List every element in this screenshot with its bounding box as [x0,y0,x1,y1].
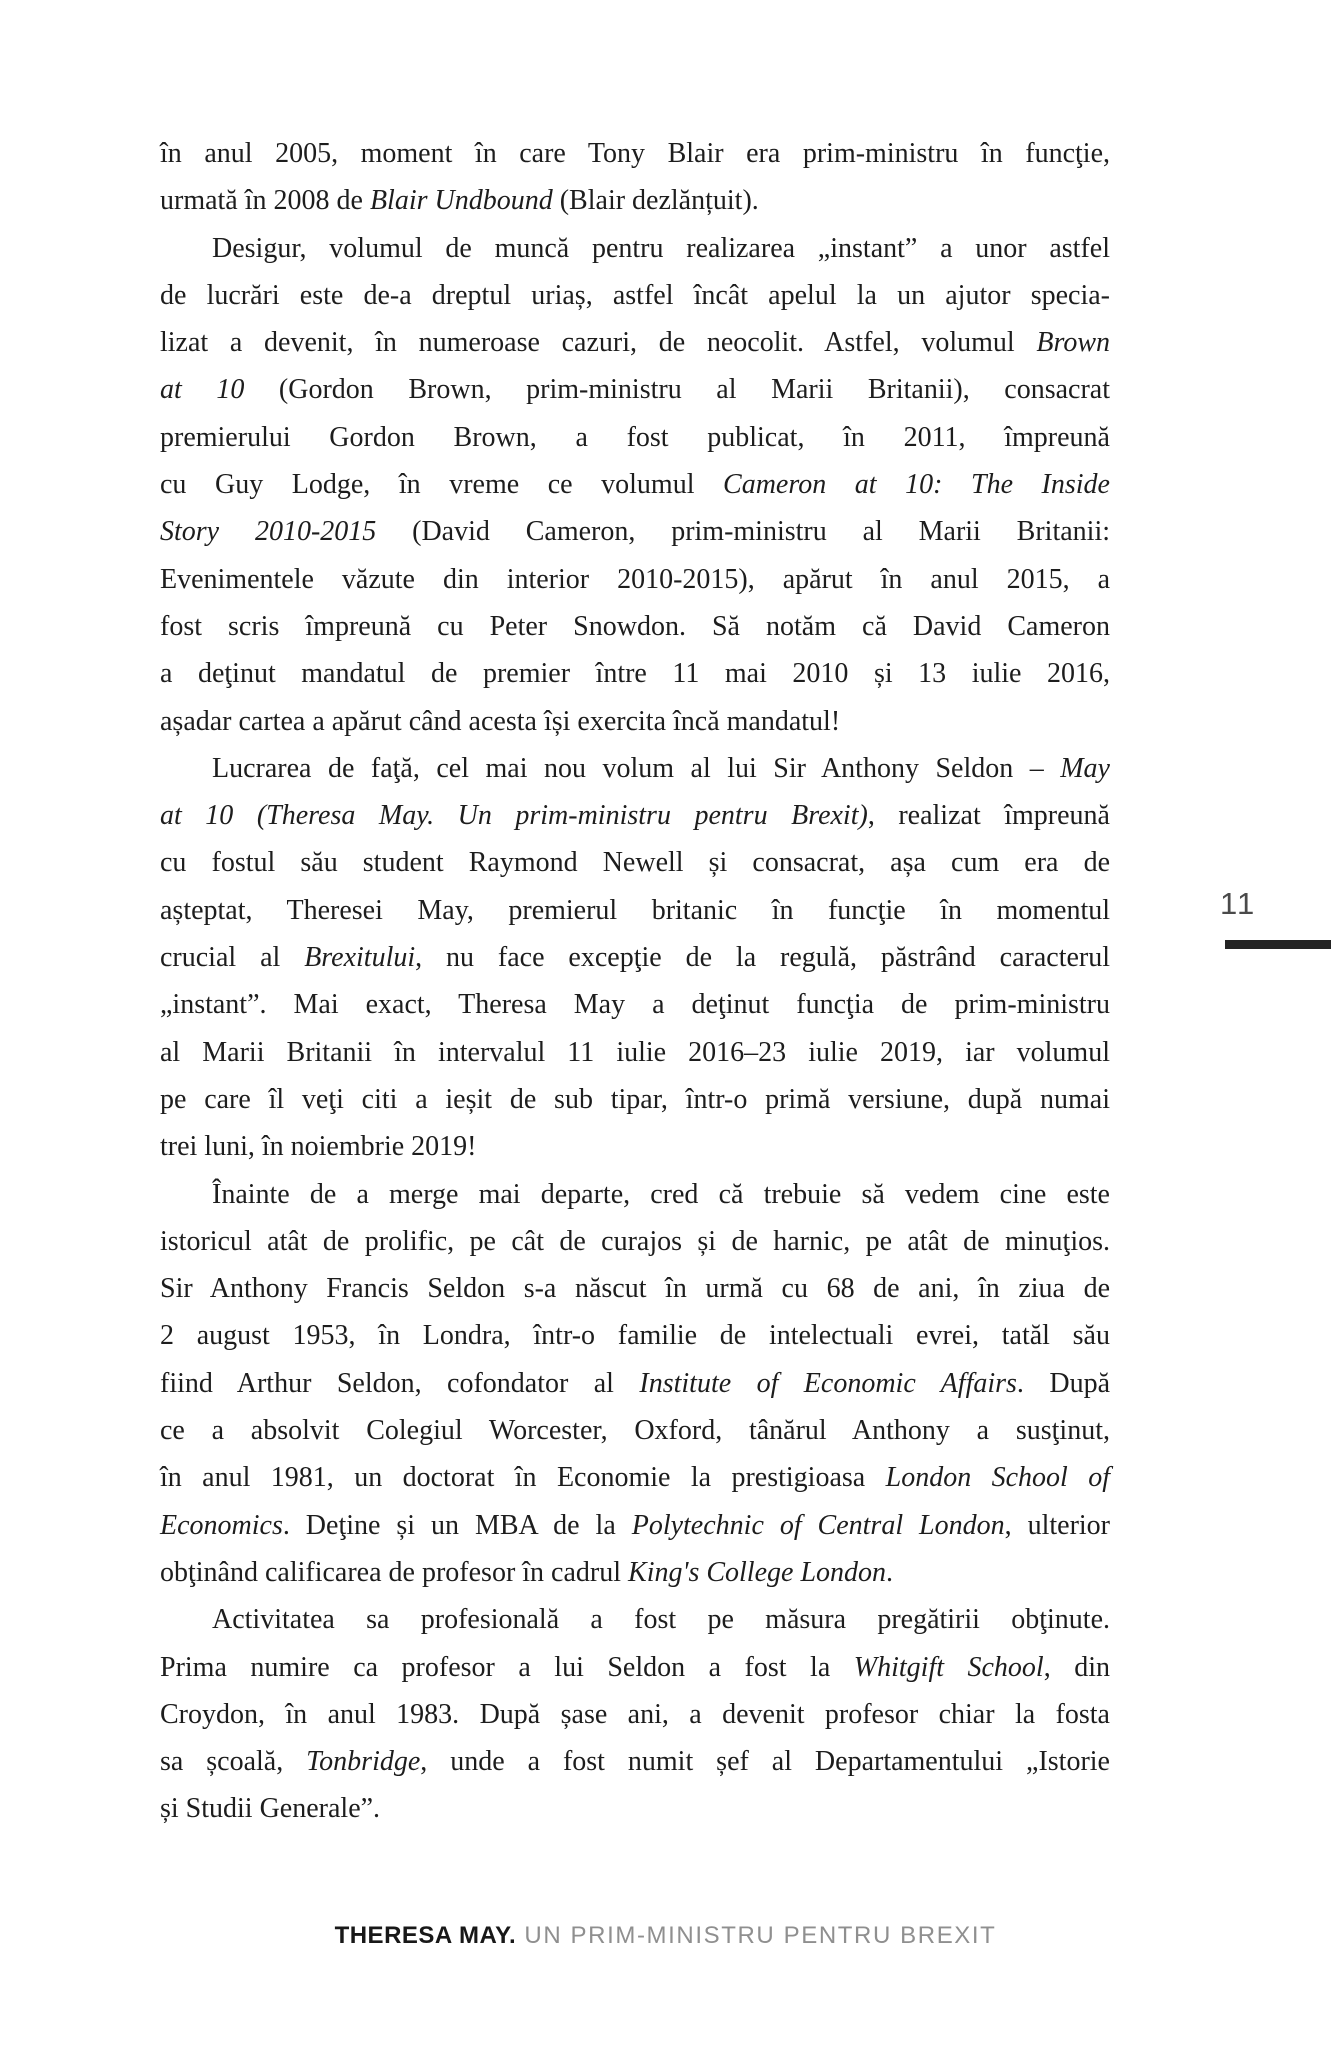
text-line: obţinând calificarea de profesor în cadrul King's College London. [160,1556,894,1588]
text-line: fost scris împreună cu Peter Snowdon. Să notăm că David Cameron [160,610,1110,642]
footer-book-subtitle: UN PRIM-MINISTRU PENTRU BREXIT [516,1922,997,1949]
text-line: așadar cartea a apărut când acesta își exercita încă mandatul! [160,705,841,737]
text-line: Desigur, volumul de muncă pentru realizarea „instant” a unor astfel [212,232,1110,264]
text-line: trei luni, în noiembrie 2019! [160,1131,477,1163]
text-line: Story 2010-2015 (David Cameron, prim-ministru al Marii Britanii: [160,516,1111,548]
text-line: în anul 2005, moment în care Tony Blair era prim-ministru în funcţie, [160,138,1110,169]
text-line: a deţinut mandatul de premier între 11 mai 2010 și 13 iulie 2016, [160,658,1110,690]
running-footer [0,1922,1331,1950]
body-text [160,130,1110,1833]
text-line: lizat a devenit, în numeroase cazuri, de neocolit. Astfel, volumul Brown [160,327,1110,359]
text-line: istoricul atât de prolific, pe cât de curajos și de harnic, pe atât de minuţios. [160,1225,1110,1257]
page-number: 11 [1220,886,1257,921]
page-number-rule [1225,940,1331,949]
text-line: așteptat, Theresei May, premierul britanic în funcţie în momentul [160,894,1110,926]
text-line: Evenimentele văzute din interior 2010-2015), apărut în anul 2015, a [160,563,1110,595]
text-line: și Studii Generale”. [160,1793,381,1825]
text-line: premierului Gordon Brown, a fost publicat, în 2011, împreună [160,421,1110,453]
text-line: al Marii Britanii în intervalul 11 iulie 2016–23 iulie 2019, iar volumul [160,1036,1110,1068]
text-line: fiind Arthur Seldon, cofondator al Institute of Economic Affairs. După [160,1367,1110,1399]
text-line: urmată în 2008 de Blair Undbound (Blair dezlănțuit). [160,185,759,217]
text-line: 2 august 1953, în Londra, într-o familie de intelectuali evrei, tatăl său [160,1320,1110,1352]
text-line: „instant”. Mai exact, Theresa May a deţinut funcţia de prim-ministru [160,989,1110,1021]
text-line: crucial al Brexitului, nu face excepţie de la regulă, păstrând caracterul [160,942,1111,974]
text-line: Prima numire ca profesor a lui Seldon a fost la Whitgift School, din [160,1651,1111,1683]
text-line: cu fostul său student Raymond Newell și consacrat, așa cum era de [160,847,1110,879]
footer-book-title: THERESA MAY. [334,1922,517,1949]
text-line: pe care îl veţi citi a ieșit de sub tipar, într-o primă versiune, după numai [160,1083,1110,1115]
text-line: Croydon, în anul 1983. După șase ani, a devenit profesor chiar la fosta [160,1698,1110,1730]
text-line: Sir Anthony Francis Seldon s-a născut în urmă cu 68 de ani, în ziua de [160,1273,1110,1305]
text-line: Economics. Deţine și un MBA de la Polytechnic of Central London, ulterior [160,1509,1111,1541]
text-line: at 10 (Theresa May. Un prim-ministru pentru Brexit), realizat împreună [160,800,1110,832]
text-line: Activitatea sa profesională a fost pe măsura pregătirii obţinute. [212,1604,1110,1636]
text-line: at 10 (Gordon Brown, prim-ministru al Marii Britanii), consacrat [160,374,1110,406]
text-line: de lucrări este de-a dreptul uriaș, astfel încât apelul la un ajutor specia- [160,279,1110,311]
text-line: în anul 1981, un doctorat în Economie la prestigioasa London School of [160,1462,1110,1494]
text-line: Înainte de a merge mai departe, cred că trebuie să vedem cine este [212,1178,1110,1210]
text-line: sa școală, Tonbridge, unde a fost numit șef al Departamentului „Istorie [160,1746,1110,1778]
text-line: Lucrarea de faţă, cel mai nou volum al lui Sir Anthony Seldon – May [212,752,1110,784]
text-line: cu Guy Lodge, în vreme ce volumul Cameron at 10: The Inside [160,469,1110,501]
text-line: ce a absolvit Colegiul Worcester, Oxford, tânărul Anthony a susţinut, [160,1415,1110,1447]
